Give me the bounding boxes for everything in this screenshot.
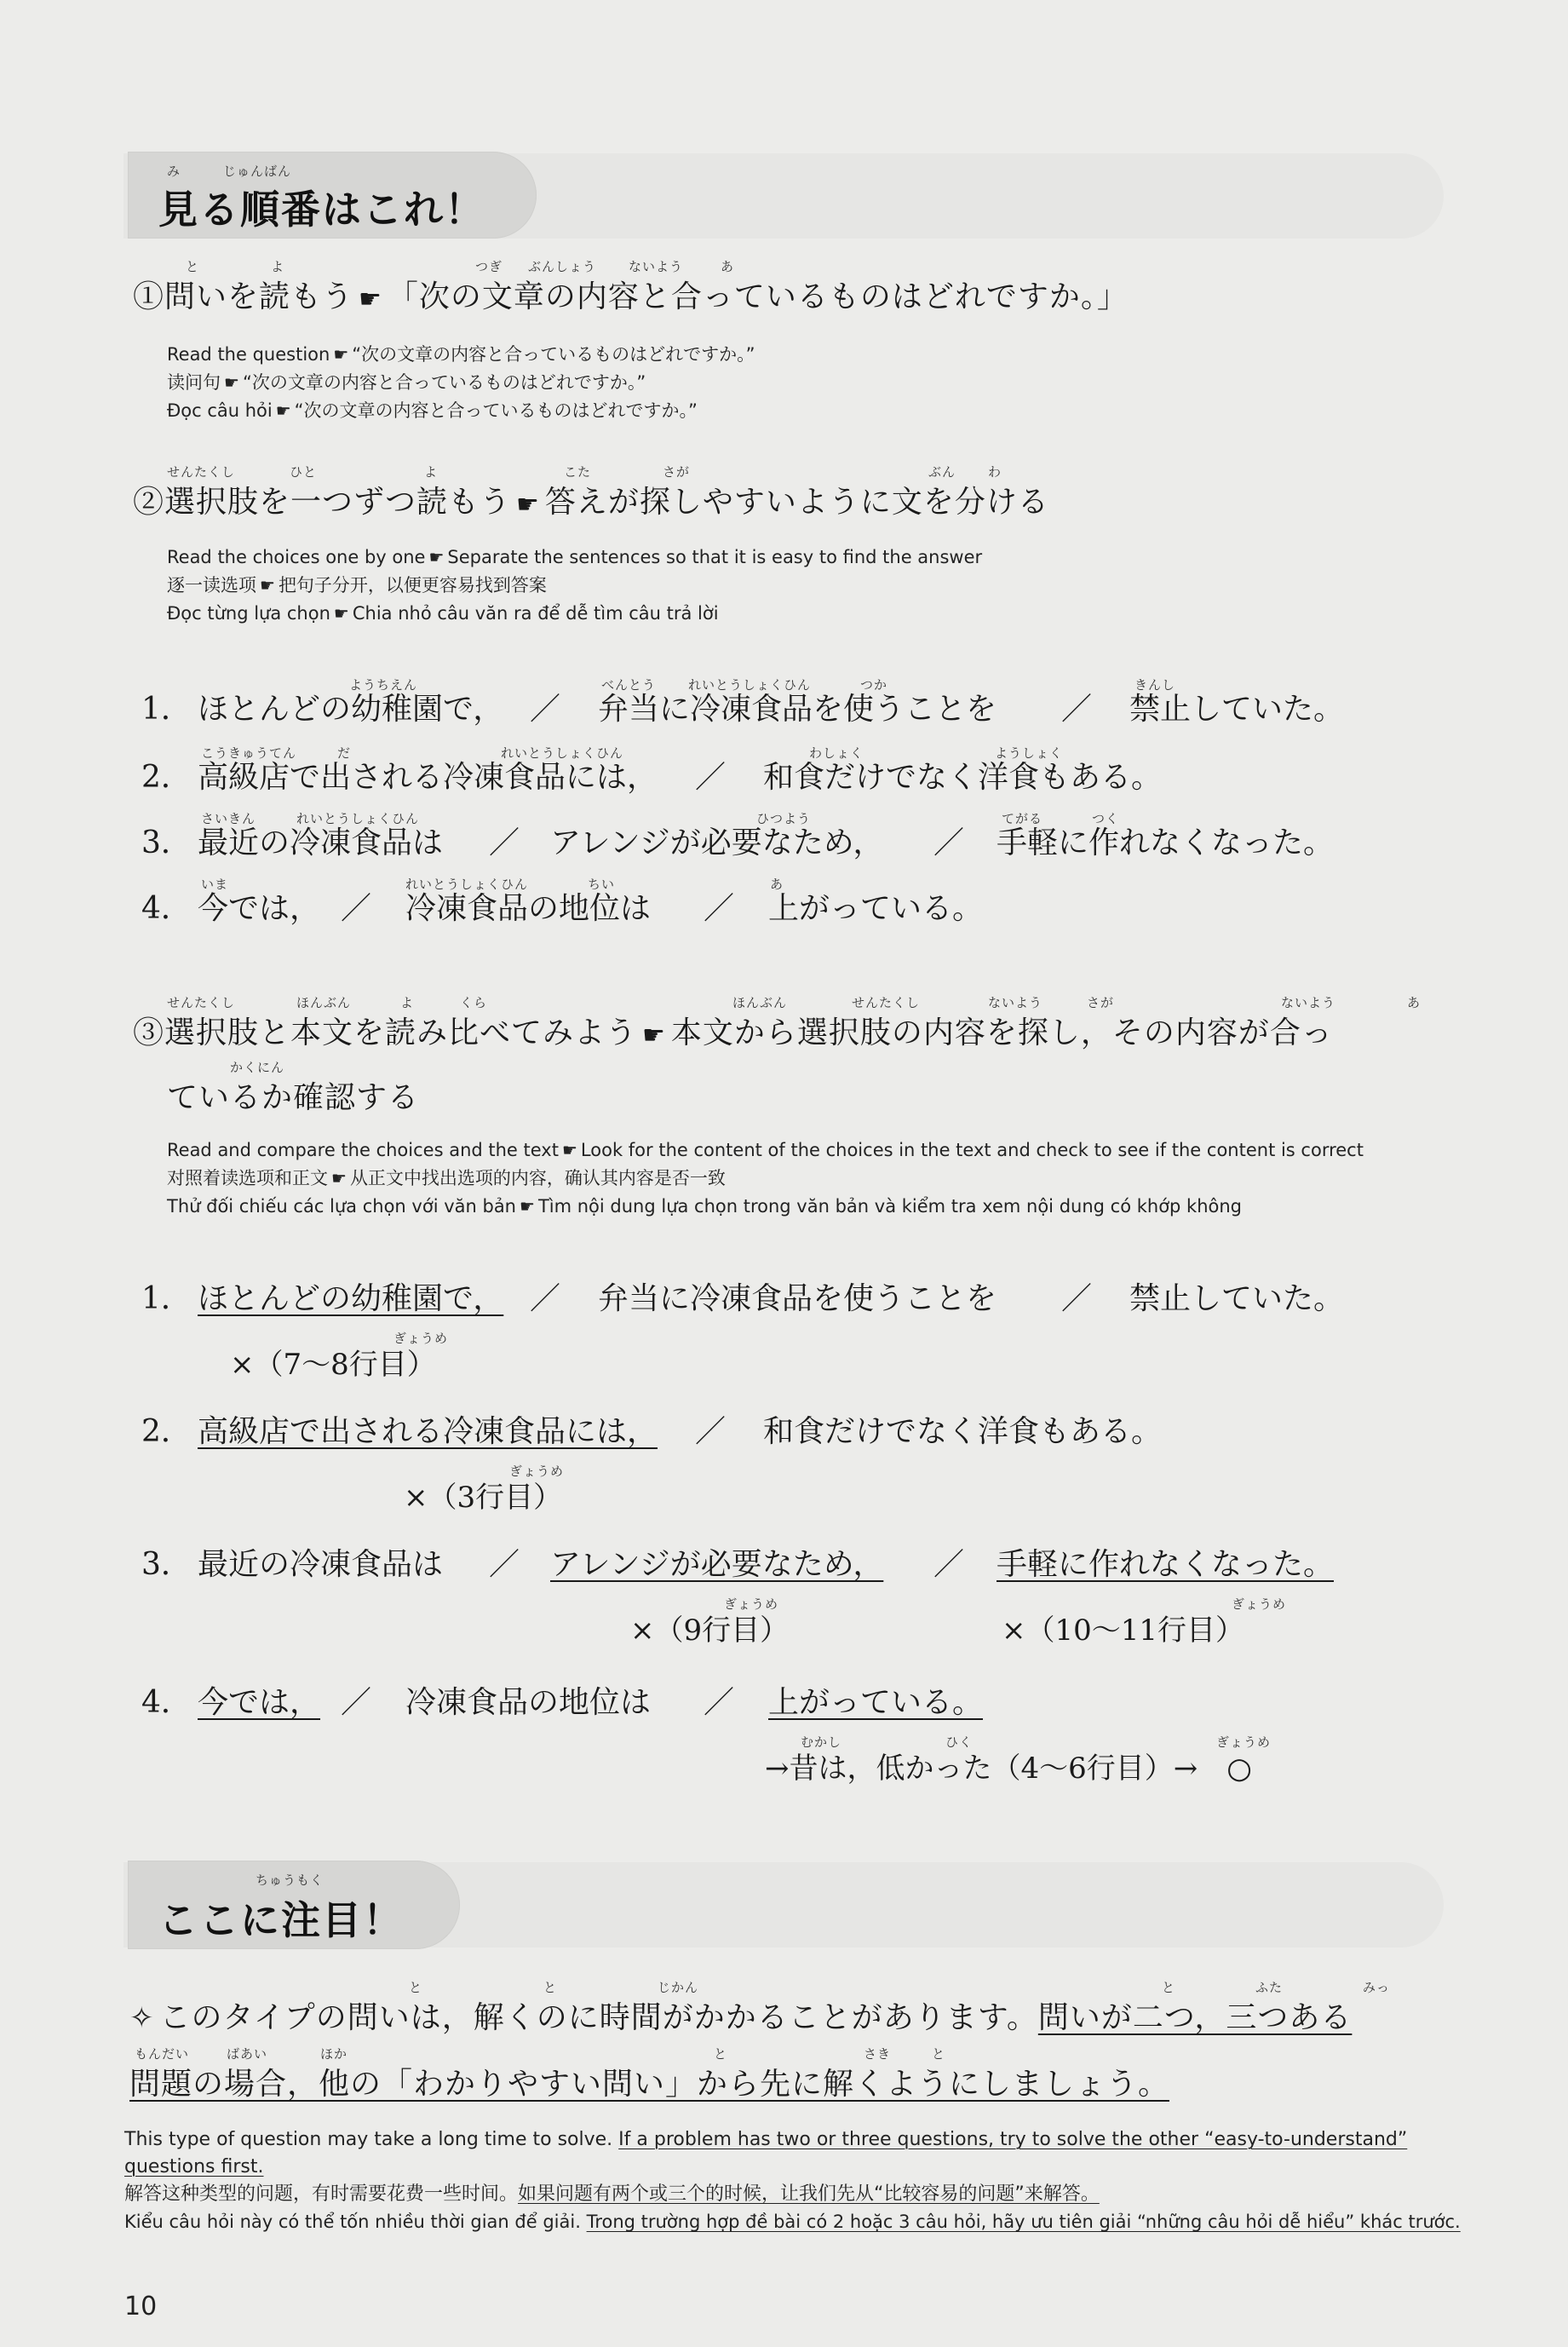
trans-en-b: Separate the sentences so that it is easy to find the answer — [447, 547, 983, 567]
trans-en-underlined: If a problem has two or three questions, try to solve the other “easy-to-understand” — [618, 2129, 1408, 2150]
segment: 弁当に冷凍食品を使うことを — [598, 1281, 997, 1316]
trans-zh-a: 逐一读选项 — [167, 575, 256, 595]
item-number: 4． — [141, 1685, 192, 1720]
furigana: つく — [1092, 811, 1120, 826]
segment: 最近の冷凍食品は — [198, 825, 444, 860]
pointing-hand-icon: ☛ — [428, 547, 445, 567]
furigana: ほか — [320, 2046, 348, 2062]
furigana: くら — [460, 995, 488, 1010]
step-1-action: 「次の文章の内容と合っているものはどれですか。」 — [387, 279, 1129, 314]
pointing-hand-icon: ☛ — [516, 489, 540, 520]
page-number: 10 — [124, 2292, 158, 2321]
pointing-hand-icon: ☛ — [333, 344, 349, 365]
furigana: ぎょうめ — [1216, 1734, 1272, 1750]
trans-vi-b: “次の文章の内容と合っているものはどれですか。” — [294, 400, 698, 421]
step-2 — [133, 478, 1049, 521]
segment-underlined: 手軽に作れなくなった。 — [997, 1547, 1335, 1582]
divider-slash: ／ — [489, 825, 520, 860]
furigana: ほんぶん — [296, 995, 352, 1010]
divider-slash: ／ — [933, 1547, 965, 1582]
trans-vi-a: Thử đối chiếu các lựa chọn với văn bản — [167, 1196, 516, 1217]
step-2-translations — [167, 544, 982, 628]
step-1-translations — [167, 341, 755, 425]
pointing-hand-icon: ☛ — [642, 1020, 666, 1050]
segment: ほとんどの幼稚園で， — [198, 692, 504, 727]
focus-text-underlined: 問いが二つ，三つある — [1037, 2000, 1353, 2035]
trans-en-a: Read and compare the choices and the text — [167, 1140, 559, 1160]
step-3-translations — [167, 1136, 1364, 1221]
furigana: ちい — [588, 877, 616, 892]
trans-zh-b: 把句子分开，以便更容易找到答案 — [278, 575, 547, 595]
furigana: いま — [201, 877, 229, 892]
furigana: ないよう — [629, 259, 684, 274]
furigana: よ — [424, 464, 439, 480]
furigana: ぶんしょう — [528, 259, 597, 274]
item-number: 1． — [141, 692, 192, 727]
segment: 和食だけでなく洋食もある。 — [763, 1414, 1163, 1449]
segment-underlined: 高級店で出される冷凍食品には， — [198, 1414, 658, 1449]
divider-slash: ／ — [341, 891, 372, 926]
furigana: み — [167, 164, 181, 179]
check-note: ×（9行目） — [630, 1614, 790, 1648]
furigana: ばあい — [227, 2046, 268, 2062]
item-number: 2． — [141, 1414, 192, 1449]
divider-slash: ／ — [1061, 1281, 1093, 1316]
trans-zh-a: 对照着读选项和正文 — [167, 1168, 328, 1188]
divider-slash: ／ — [530, 692, 561, 727]
furigana: じかん — [658, 1980, 699, 1995]
item-number: 3． — [141, 1547, 192, 1582]
furigana: わ — [988, 464, 1002, 480]
trans-en-b: Look for the content of the choices in the text and check to see if the content is correct — [580, 1140, 1364, 1160]
trans-en: This type of question may take a long time to solve. — [124, 2129, 613, 2150]
furigana: ないよう — [1281, 995, 1336, 1010]
section-heading-focus: ここに注目！ — [158, 1897, 404, 1943]
furigana: じゅんばん — [223, 164, 292, 179]
pointing-hand-icon: ☛ — [224, 372, 239, 393]
furigana: せんたくし — [167, 464, 236, 480]
furigana: こた — [564, 464, 592, 480]
focus-text-underlined: 問題の場合，他の「わかりやすい問い」から先に解くようにしましょう。 — [129, 2067, 1170, 2102]
focus-translations — [124, 2126, 1564, 2235]
furigana: きんし — [1134, 677, 1176, 693]
segment: 最近の冷凍食品は — [198, 1547, 444, 1582]
trans-zh-b: 从正文中找出选项的内容，确认其内容是否一致 — [349, 1168, 726, 1188]
segment: アレンジが必要なため， — [550, 825, 884, 860]
pointing-hand-icon: ☛ — [331, 1168, 347, 1188]
furigana: せんたくし — [167, 995, 236, 1010]
segment-underlined: ほとんどの幼稚園で， — [198, 1281, 504, 1316]
furigana: ぎょうめ — [724, 1596, 779, 1612]
furigana: ひと — [290, 464, 318, 480]
segment: 弁当に冷凍食品を使うことを — [598, 692, 997, 727]
step-3-action: 本文から選択肢の内容を探し，その内容が合っ — [670, 1015, 1333, 1050]
pointing-hand-icon: ☛ — [561, 1140, 577, 1160]
furigana: こうきゅうてん — [201, 745, 297, 761]
segment-underlined: アレンジが必要なため， — [550, 1547, 884, 1582]
furigana: と — [1162, 1980, 1176, 1995]
trans-en-a: Read the question — [167, 344, 330, 365]
segment-underlined: 今では， — [198, 1685, 321, 1720]
pointing-hand-icon: ☛ — [520, 1196, 535, 1217]
segment: 高級店で出される冷凍食品には， — [198, 760, 658, 795]
focus-line-2 — [129, 2060, 1169, 2103]
step-3 — [133, 1009, 1333, 1052]
segment: 手軽に作れなくなった。 — [997, 825, 1335, 860]
trans-en-a: Read the choices one by one — [167, 547, 426, 567]
furigana: ぎょうめ — [509, 1464, 565, 1479]
furigana: ようしょく — [995, 745, 1064, 761]
section-heading-order: 見る順番はこれ！ — [158, 187, 485, 233]
furigana: さが — [663, 464, 691, 480]
furigana: もんだい — [135, 2046, 190, 2062]
furigana: と — [932, 2046, 946, 2062]
segment: 冷凍食品の地位は — [405, 891, 652, 926]
furigana: みっ — [1363, 1980, 1391, 1995]
divider-slash: ／ — [530, 1281, 561, 1316]
furigana: せんたくし — [852, 995, 921, 1010]
furigana: むかし — [801, 1734, 842, 1750]
divider-slash: ／ — [1061, 692, 1093, 727]
segment-underlined: 上がっている。 — [768, 1685, 984, 1720]
furigana: ちゅうもく — [256, 1872, 325, 1888]
step-1 — [133, 273, 1129, 316]
trans-vi-b: Tìm nội dung lựa chọn trong văn bản và kiểm tra xem nội dung có khớp không — [537, 1196, 1243, 1217]
furigana: と — [543, 1980, 558, 1995]
furigana: よ — [400, 995, 415, 1010]
furigana: てがる — [1002, 811, 1043, 826]
furigana: べんとう — [601, 677, 657, 693]
segment: 禁止していた。 — [1129, 692, 1345, 727]
divider-slash: ／ — [341, 1685, 372, 1720]
furigana: ほんぶん — [732, 995, 788, 1010]
trans-vi-a: Đọc từng lựa chọn — [167, 603, 330, 624]
trans-zh: 解答这种类型的问题，有时需要花费一些时间。 — [124, 2183, 519, 2205]
furigana: つぎ — [475, 259, 503, 274]
furigana: わしょく — [809, 745, 864, 761]
divider-slash: ／ — [489, 1547, 520, 1582]
trans-vi-underlined: Trong trường hợp đề bài có 2 hoặc 3 câu hỏi, hãy ưu tiên giải “những câu hỏi dễ hiểu” khác trước. — [586, 2212, 1461, 2232]
segment: 上がっている。 — [768, 891, 984, 926]
divider-slash: ／ — [695, 760, 727, 795]
furigana: れいとうしょくひん — [688, 677, 812, 693]
furigana: ひつよう — [756, 811, 812, 826]
divider-slash: ／ — [704, 891, 735, 926]
trans-en-underlined: questions first. — [124, 2156, 264, 2177]
step-2-action: 答えが探しやすいように文を分ける — [544, 485, 1049, 520]
trans-en-b: “次の文章の内容と合っているものはどれですか。” — [352, 344, 755, 365]
step-3-text: ③選択肢と本文を読み比べてみよう — [133, 1015, 638, 1050]
trans-vi: Kiểu câu hỏi này có thể tốn nhiều thời gian để giải. — [124, 2212, 581, 2232]
pointing-hand-icon: ☛ — [359, 284, 382, 314]
item-number: 4． — [141, 891, 192, 926]
furigana: れいとうしょくひん — [501, 745, 624, 761]
pointing-hand-icon: ☛ — [333, 603, 349, 624]
furigana: よ — [271, 259, 285, 274]
item-number: 2． — [141, 760, 192, 795]
trans-vi-a: Đọc câu hỏi — [167, 400, 273, 421]
focus-text: このタイプの問いは，解くのに時間がかかることがあります。 — [159, 2000, 1038, 2035]
segment: 今では， — [198, 891, 321, 926]
trans-zh-underlined: 如果问题有两个或三个的时候，让我们先从“比较容易的问题”来解答。 — [518, 2183, 1100, 2205]
furigana: れいとうしょくひん — [405, 877, 529, 892]
furigana: れいとうしょくひん — [296, 811, 420, 826]
check-note: →昔は，低かった（4～6行目）→ ○ — [765, 1752, 1252, 1786]
segment: 冷凍食品の地位は — [405, 1685, 652, 1720]
furigana: あ — [770, 877, 784, 892]
step-2-text: ②選択肢を一つずつ読もう — [133, 485, 512, 520]
furigana: と — [409, 1980, 423, 1995]
furigana: かくにん — [230, 1060, 285, 1075]
divider-slash: ／ — [704, 1685, 735, 1720]
furigana: さき — [864, 2046, 892, 2062]
divider-slash: ／ — [933, 825, 965, 860]
trans-zh-a: 读问句 — [167, 372, 221, 393]
furigana: つか — [860, 677, 888, 693]
focus-line-1 — [129, 1993, 1352, 2037]
furigana: ようちえん — [349, 677, 418, 693]
furigana: ぎょうめ — [1232, 1596, 1287, 1612]
furigana: と — [714, 2046, 728, 2062]
trans-zh-b: “次の文章の内容と合っているものはどれですか。” — [242, 372, 646, 393]
furigana: ぎょうめ — [393, 1331, 449, 1346]
pointing-hand-icon: ☛ — [260, 575, 275, 595]
step-1-text: ①問いを読もう — [133, 279, 354, 314]
furigana: ぶん — [928, 464, 956, 480]
sparkle-icon: ✧ — [129, 2001, 155, 2035]
furigana: ないよう — [988, 995, 1043, 1010]
step-3-cont: ているか確認する — [167, 1080, 420, 1115]
furigana: さいきん — [201, 811, 256, 826]
divider-slash: ／ — [695, 1414, 727, 1449]
furigana: だ — [337, 745, 352, 761]
furigana: さが — [1087, 995, 1115, 1010]
segment: 禁止していた。 — [1129, 1281, 1345, 1316]
segment: 和食だけでなく洋食もある。 — [763, 760, 1163, 795]
item-number: 1． — [141, 1281, 192, 1316]
pointing-hand-icon: ☛ — [275, 400, 291, 421]
furigana: と — [186, 259, 200, 274]
furigana: ひく — [945, 1734, 974, 1750]
furigana: あ — [1407, 995, 1422, 1010]
check-note: ×（10～11行目） — [1002, 1614, 1245, 1648]
item-number: 3． — [141, 825, 192, 860]
check-note: ×（7～8行目） — [230, 1348, 436, 1382]
furigana: ふた — [1255, 1980, 1284, 1995]
furigana: あ — [721, 259, 735, 274]
check-note: ×（3行目） — [404, 1481, 563, 1515]
trans-vi-b: Chia nhỏ câu văn ra để dễ tìm câu trả lời — [352, 603, 719, 624]
